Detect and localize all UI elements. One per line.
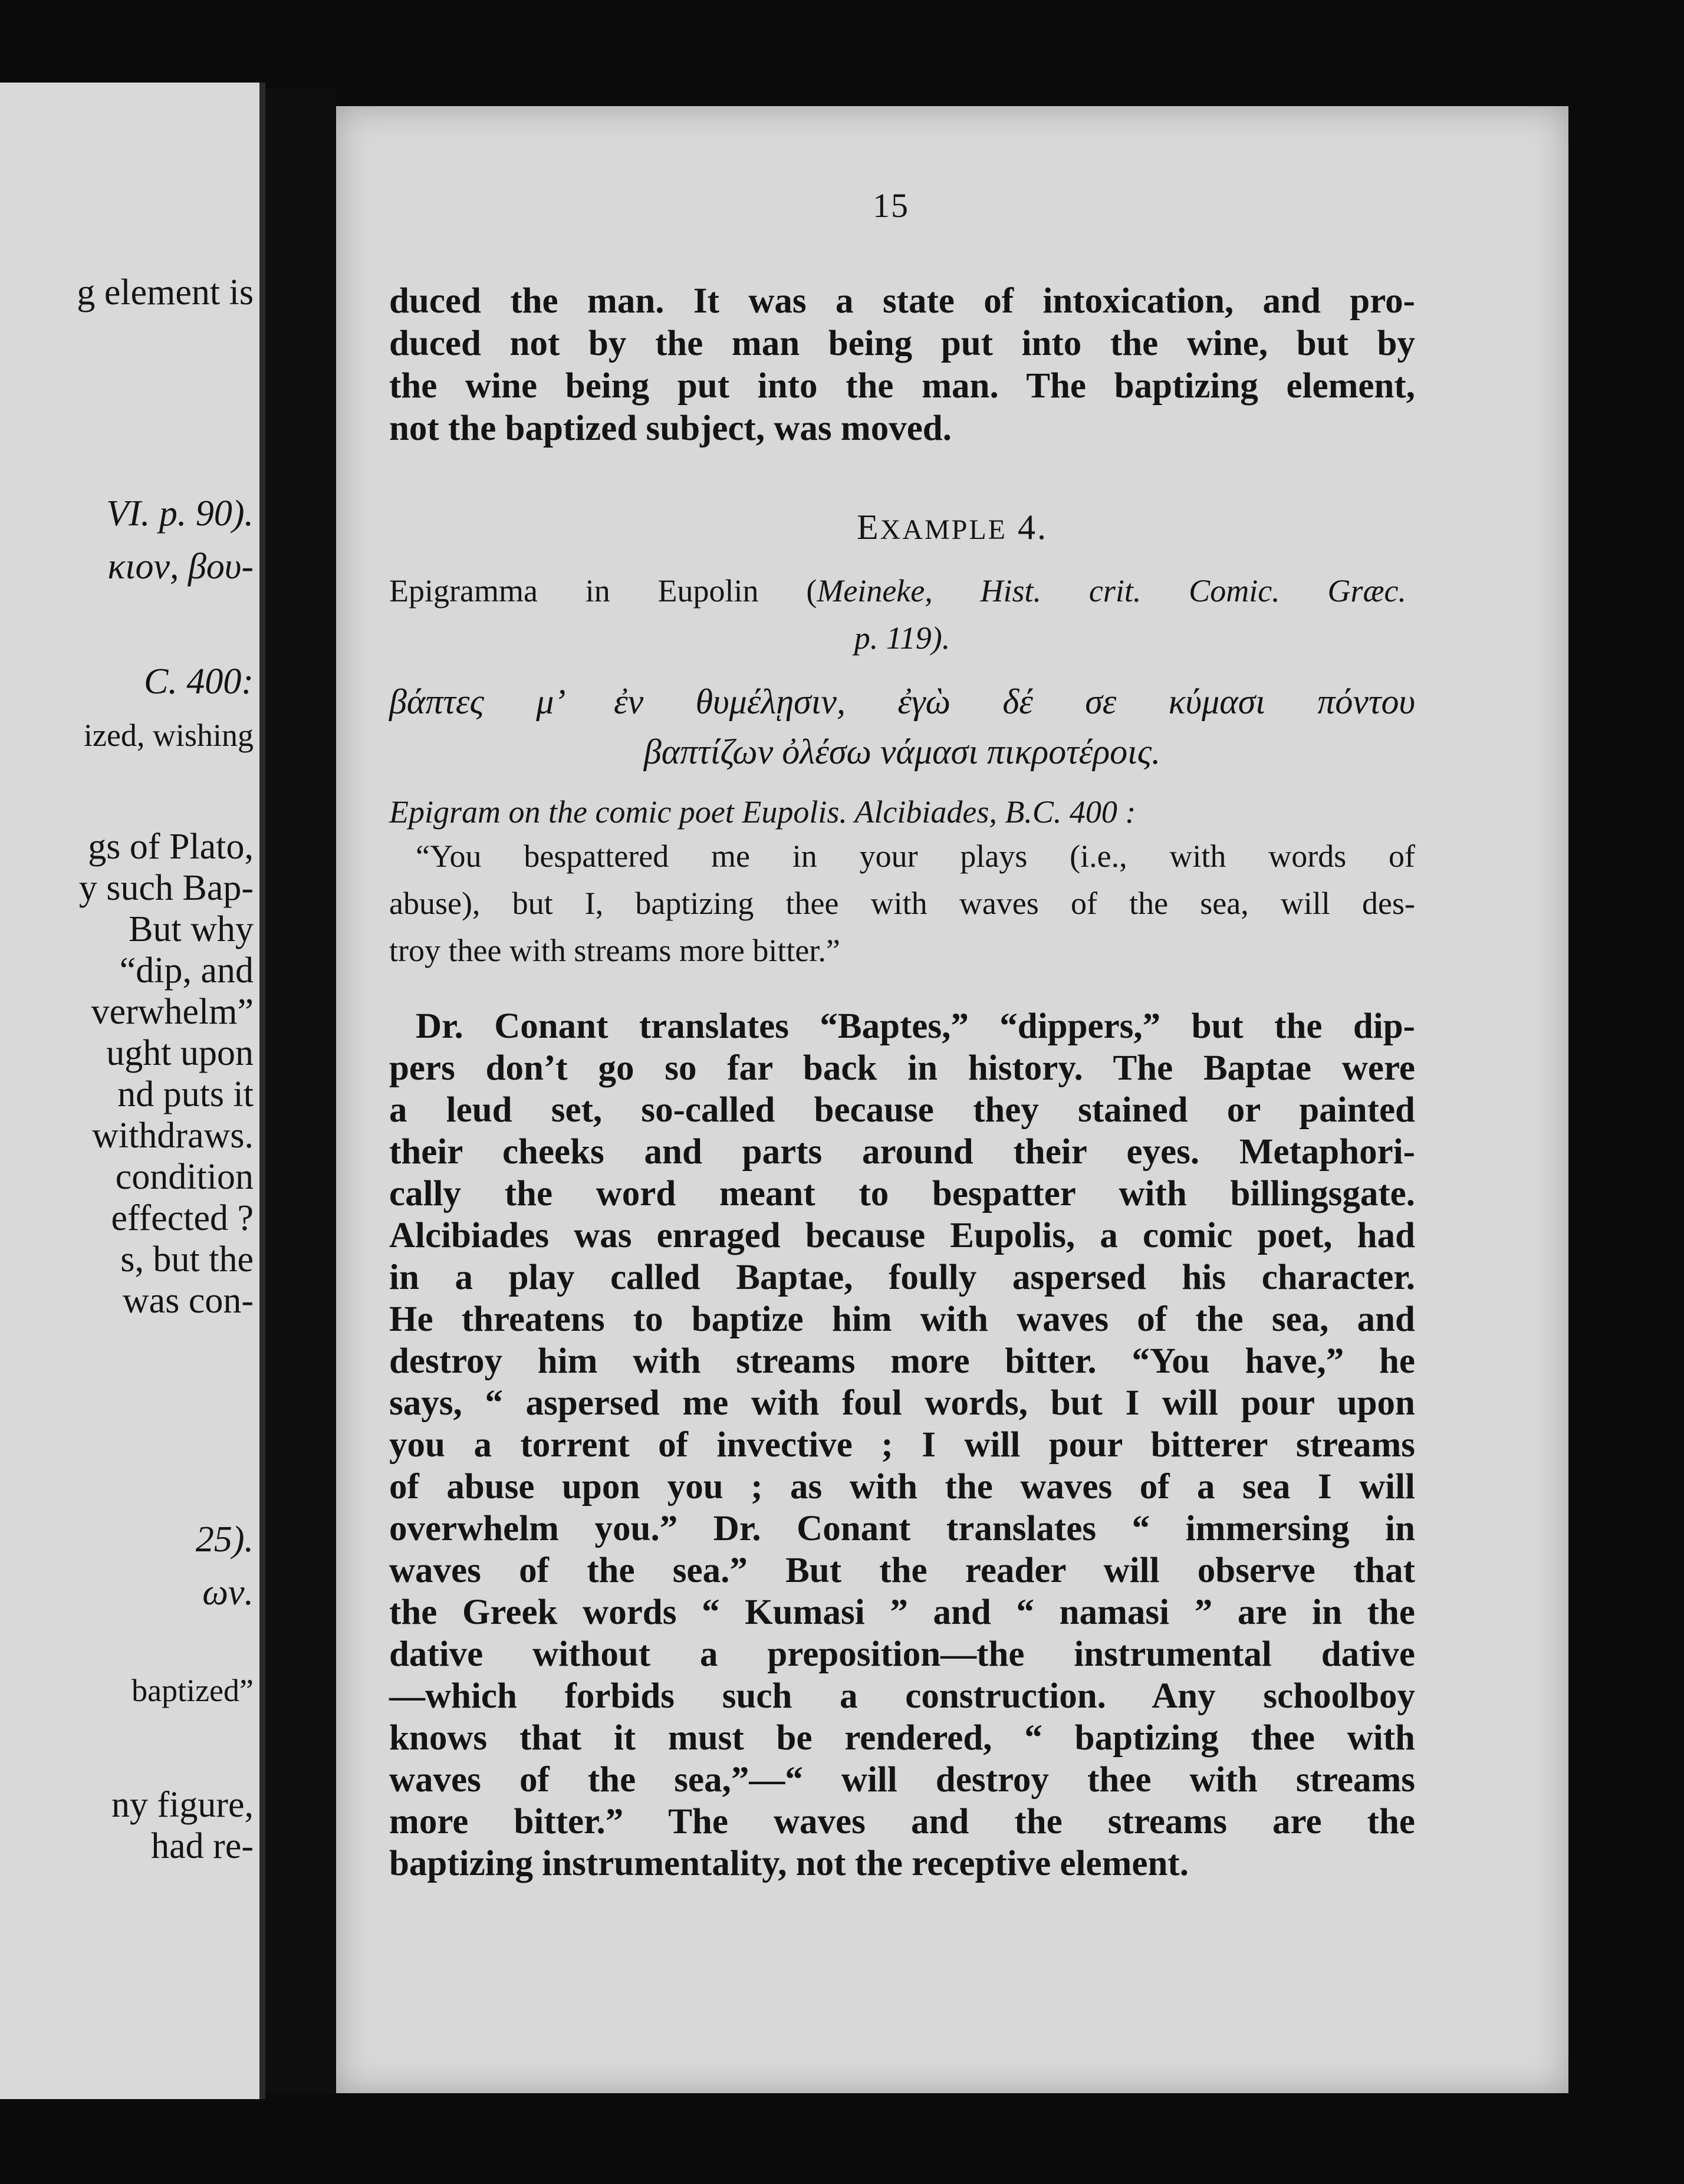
left-text-fragment: κιον, βου-: [107, 547, 254, 587]
text-line: duced the man. It was a state of intoxication, and pro-: [389, 281, 1415, 321]
citation-text: Epigramma in Eupolin (: [389, 573, 817, 609]
greek-verse-line: βαπτίζων ὀλέσω νάμασι πικροτέροις.: [643, 732, 1161, 771]
book-page: [336, 106, 1568, 2093]
translation-line: abuse), but I, baptizing thee with waves of the sea, will des-: [389, 886, 1415, 921]
text-line: Alcibiades was enraged because Eupolis, a comic poet, had: [389, 1216, 1415, 1255]
text-line: more bitter.” The waves and the streams are the: [389, 1802, 1415, 1841]
left-text-fragment: gs of Plato,: [88, 827, 254, 867]
text-line: you a torrent of invective ; I will pour bitterer streams: [389, 1425, 1415, 1465]
left-text-fragment: verwhelm”: [91, 992, 254, 1032]
scan-border: [1568, 106, 1684, 2093]
text-line: pers don’t go so far back in history. The Baptae were: [389, 1048, 1415, 1088]
citation-page: p. 119).: [854, 620, 950, 656]
greek-verse-line: βάπτες μ’ ἐν θυμέλῃσιν, ἐγὼ δέ σε κύμασι πόντου: [389, 682, 1415, 721]
translation-line: troy thee with streams more bitter.”: [389, 933, 840, 968]
left-text-fragment: ων.: [202, 1573, 254, 1613]
text-line: of abuse upon you ; as with the waves of a sea I will: [389, 1467, 1415, 1507]
translation-heading: Epigram on the comic poet Eupolis. Alcibiades, B.C. 400 :: [389, 794, 1136, 830]
text-line: in a play called Baptae, foully aspersed his character.: [389, 1258, 1415, 1297]
text-line: their cheeks and parts around their eyes. Metaphori-: [389, 1132, 1415, 1172]
left-text-fragment: effected ?: [111, 1198, 254, 1238]
text-line: not the baptized subject, was moved.: [389, 409, 952, 448]
text-line: a leud set, so-called because they stained or painted: [389, 1090, 1415, 1130]
text-line: overwhelm you.” Dr. Conant translates “ immersing in: [389, 1509, 1415, 1548]
heading-number: 4.: [1018, 508, 1048, 547]
text-line: the Greek words “ Kumasi ” and “ namasi ” are in the: [389, 1593, 1415, 1632]
text-line: waves of the sea,”—“ will destroy thee with streams: [389, 1760, 1415, 1800]
text-line: Dr. Conant translates “Baptes,” “dippers,” but the dip-: [416, 1007, 1415, 1046]
text-line: —which forbids such a construction. Any schoolboy: [389, 1676, 1415, 1716]
previous-page-fragment: [0, 83, 265, 2099]
left-text-fragment: C. 400:: [144, 662, 254, 702]
text-line: says, “ aspersed me with foul words, but I will pour upon: [389, 1383, 1415, 1423]
text-line: waves of the sea.” But the reader will observe that: [389, 1551, 1415, 1590]
text-line: knows that it must be rendered, “ baptizing thee with: [389, 1718, 1415, 1758]
text-line: baptizing instrumentality, not the receptive element.: [389, 1844, 1189, 1883]
text-line: cally the word meant to bespatter with billingsgate.: [389, 1174, 1415, 1213]
left-text-fragment: was con-: [122, 1281, 254, 1321]
left-text-fragment: VI. p. 90).: [106, 494, 254, 534]
citation-line: [389, 575, 1406, 607]
left-text-fragment: had re-: [151, 1826, 254, 1866]
book-gutter: [265, 88, 336, 2093]
left-text-fragment: baptized”: [131, 1673, 254, 1708]
left-text-fragment: ized, wishing: [84, 718, 254, 753]
translation-line: “You bespattered me in your plays (i.e., with words of: [416, 838, 1415, 874]
page-number: 15: [873, 186, 909, 225]
heading-initial: E: [857, 508, 880, 547]
citation-source: Meineke, Hist. crit. Comic. Græc.: [817, 573, 1406, 609]
section-heading: [336, 507, 1568, 548]
left-text-fragment: But why: [129, 909, 254, 949]
left-text-fragment: 25).: [195, 1519, 254, 1560]
left-text-fragment: y such Bap-: [78, 868, 254, 908]
text-line: duced not by the man being put into the wine, but by: [389, 324, 1415, 363]
text-line: He threatens to baptize him with waves of the sea, and: [389, 1300, 1415, 1339]
left-text-fragment: condition: [115, 1157, 254, 1197]
left-text-fragment: ught upon: [106, 1033, 254, 1073]
left-text-fragment: “dip, and: [119, 950, 254, 991]
text-line: destroy him with streams more bitter. “You have,” he: [389, 1341, 1415, 1381]
left-text-fragment: s, but the: [120, 1239, 254, 1280]
text-line: the wine being put into the man. The baptizing element,: [389, 366, 1415, 406]
left-text-fragment: nd puts it: [117, 1074, 254, 1114]
heading-smallcaps: XAMPLE: [880, 514, 1007, 545]
left-text-fragment: ny figure,: [111, 1785, 254, 1825]
left-text-fragment: g element is: [77, 272, 254, 313]
text-line: dative without a preposition—the instrumental dative: [389, 1634, 1415, 1674]
left-text-fragment: withdraws.: [92, 1116, 254, 1156]
